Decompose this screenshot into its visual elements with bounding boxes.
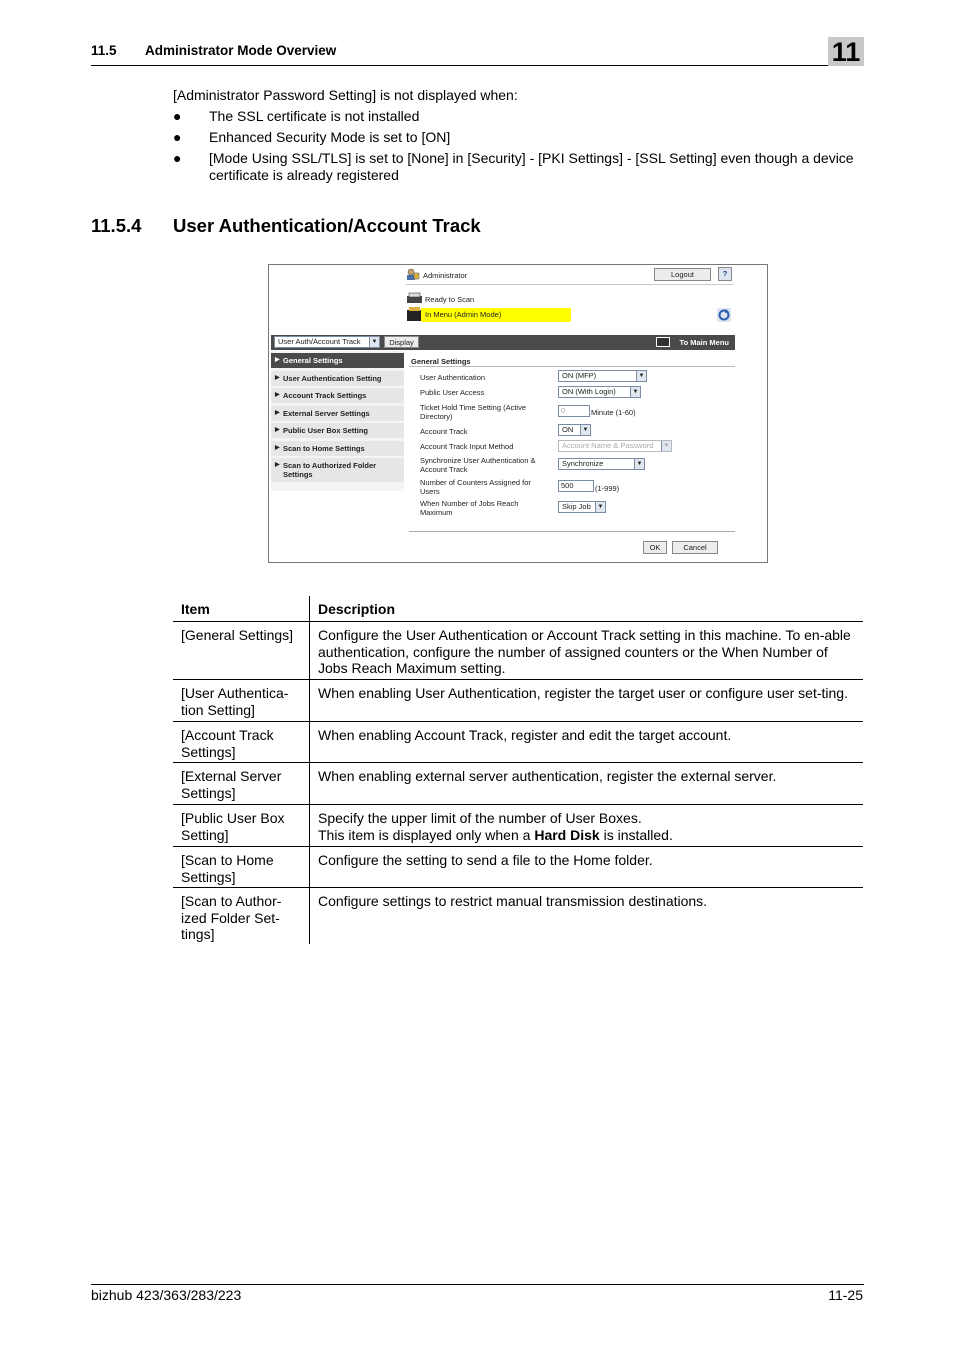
help-button[interactable]: ? [718,267,732,281]
max-jobs-select[interactable] [558,501,606,513]
table-row [173,805,863,847]
bullet-text: [Mode Using SSL/TLS] is set to [None] in [Security] - [PKI Settings] - [SSL Setting] even though a device certificate is already registered [209,150,854,183]
hard-disk-term: Hard Disk [534,826,600,843]
row-item: [Scan to Home Settings] [181,852,274,885]
table-row [173,722,863,763]
description-text: is installed. [599,826,673,843]
bullet-text: Enhanced Security Mode is set to [ON] [209,129,451,145]
row-item: [Scan to Author-ized Folder Set-tings] [181,893,282,942]
row-item: [User Authentica-tion Setting] [181,685,289,718]
sync-select[interactable] [558,458,645,470]
select-value: Synchronize [562,459,604,468]
section-title: Administrator Mode Overview [145,43,337,58]
row-description: Configure settings to restrict manual transmission destinations. [318,893,708,909]
chevron-down-icon: ▼ [634,459,644,469]
counters-label: Number of Counters Assigned for Users [420,478,531,496]
counters-input[interactable]: 500 [558,480,594,492]
menu-item-general-settings[interactable] [271,353,404,368]
admin-user-label: Administrator [423,271,468,280]
row-description: Configure the setting to send a file to the Home folder. [318,852,653,868]
to-main-menu-link[interactable]: To Main Menu [679,338,729,347]
account-track-select[interactable] [558,424,591,436]
chevron-down-icon: ▼ [595,502,605,512]
subsection-title: User Authentication/Account Track [173,215,481,236]
menu-select[interactable] [274,336,380,348]
select-value: Account Name & Password [562,441,654,450]
row-item: [General Settings] [181,627,294,643]
menu-item-user-authentication[interactable] [271,371,404,386]
menu-item-label: Scan to Home Settings [283,444,365,453]
panel-title: General Settings [411,357,471,366]
triangle-icon: ▶ [275,427,280,433]
logout-button[interactable]: Logout [654,268,711,281]
header-description: Description [318,601,396,617]
counters-unit: (1-999) [595,484,620,493]
status-ready: Ready to Scan [425,295,475,304]
menu-select-value: User Auth/Account Track [278,337,361,346]
footer-divider [91,1284,864,1285]
select-value: ON (With Login) [562,387,616,396]
menu-item-label: Account Track Settings [283,391,367,400]
menu-item-account-track[interactable] [271,388,404,403]
display-button[interactable]: Display [384,336,419,348]
chevron-down-icon: ▼ [580,425,590,435]
row-item: [Public User Box Setting] [181,810,285,843]
triangle-icon: ▶ [275,375,280,381]
printer-icon [406,292,423,304]
menu-item-label: Scan to Authorized Folder Settings [283,461,377,479]
chevron-down-icon: ▼ [661,441,671,451]
chevron-down-icon: ▼ [630,387,640,397]
ticket-hold-unit: Minute (1-60) [591,408,636,417]
menu-item-label: User Authentication Setting [283,374,382,383]
table-row [173,680,863,722]
description-line: Specify the upper limit of the number of User Boxes. [318,810,642,826]
public-access-select[interactable] [558,386,641,398]
input-method-label: Account Track Input Method [420,442,514,451]
triangle-icon: ▶ [275,445,280,451]
user-auth-label: User Authentication [420,373,486,382]
status-mode: In Menu (Admin Mode) [421,308,571,322]
chevron-down-icon: ▼ [369,337,379,347]
divider [406,284,733,285]
row-description: Configure the User Authentication or Account Track setting in this machine. To en-able authentication, configure the number of assigned counters or the When Number of Jobs Reach Maximum setting. [318,627,851,676]
ticket-hold-label: Ticket Hold Time Setting (Active Directory) [420,403,527,421]
menu-item-scan-to-authorized-folder[interactable] [271,458,404,482]
ok-button[interactable]: OK [643,541,667,554]
table-header-row [173,596,863,622]
table-row [173,847,863,888]
menu-bar [271,335,735,350]
user-auth-select[interactable] [558,370,647,382]
divider [409,531,735,532]
chapter-number: 11 [828,37,864,66]
row-item: [Account Track Settings] [181,727,274,760]
ticket-hold-input[interactable]: 0 [558,405,590,417]
menu-item-label: External Server Settings [283,409,370,418]
bullet-dot: ● [173,129,182,145]
cancel-button[interactable]: Cancel [672,541,718,554]
row-description: When enabling User Authentication, register the target user or configure user set-ting. [318,685,848,701]
sync-label: Synchronize User Authentication & Account Track [420,456,536,474]
bullet-text: The SSL certificate is not installed [209,108,420,124]
footer-page-number: 11-25 [828,1287,863,1303]
menu-item-label: General Settings [283,356,343,365]
section-number: 11.5 [91,43,117,58]
row-item: [External Server Settings] [181,768,282,801]
table-row [173,622,863,680]
menu-item-external-server[interactable] [271,406,404,421]
page-header [91,37,864,67]
select-value: Skip Job [562,502,591,511]
row-description: When enabling Account Track, register and edit the target account. [318,727,732,743]
footer-model: bizhub 423/363/283/223 [91,1287,242,1303]
public-access-label: Public User Access [420,388,485,397]
input-method-select[interactable] [558,440,672,452]
max-jobs-label: When Number of Jobs Reach Maximum [420,499,519,517]
select-value: ON (MFP) [562,371,597,380]
chevron-down-icon: ▼ [636,371,646,381]
table-row [173,763,863,805]
ui-screenshot [268,264,768,563]
subsection-number: 11.5.4 [91,215,142,236]
bullet-dot: ● [173,108,182,124]
main-menu-icon [656,337,670,347]
menu-item-public-user-box[interactable] [271,423,404,438]
divider [409,366,735,367]
account-track-label: Account Track [420,427,468,436]
menu-item-scan-to-home[interactable] [271,441,404,456]
bullet-dot: ● [173,150,182,166]
refresh-icon[interactable] [717,308,731,322]
triangle-icon: ▶ [275,410,280,416]
intro-text: [Administrator Password Setting] is not displayed when: [173,87,518,103]
header-item: Item [181,601,210,617]
table-row [173,888,863,944]
row-description: When enabling external server authentication, register the external server. [318,768,777,784]
row-description [318,810,858,843]
triangle-icon: ▶ [275,392,280,398]
select-value: ON [562,425,574,434]
triangle-icon: ▶ [275,462,280,468]
administrator-icon [406,268,420,281]
triangle-icon: ▶ [275,357,280,363]
description-text: This item is displayed only when a [318,826,535,843]
menu-item-label: Public User Box Setting [283,426,369,435]
